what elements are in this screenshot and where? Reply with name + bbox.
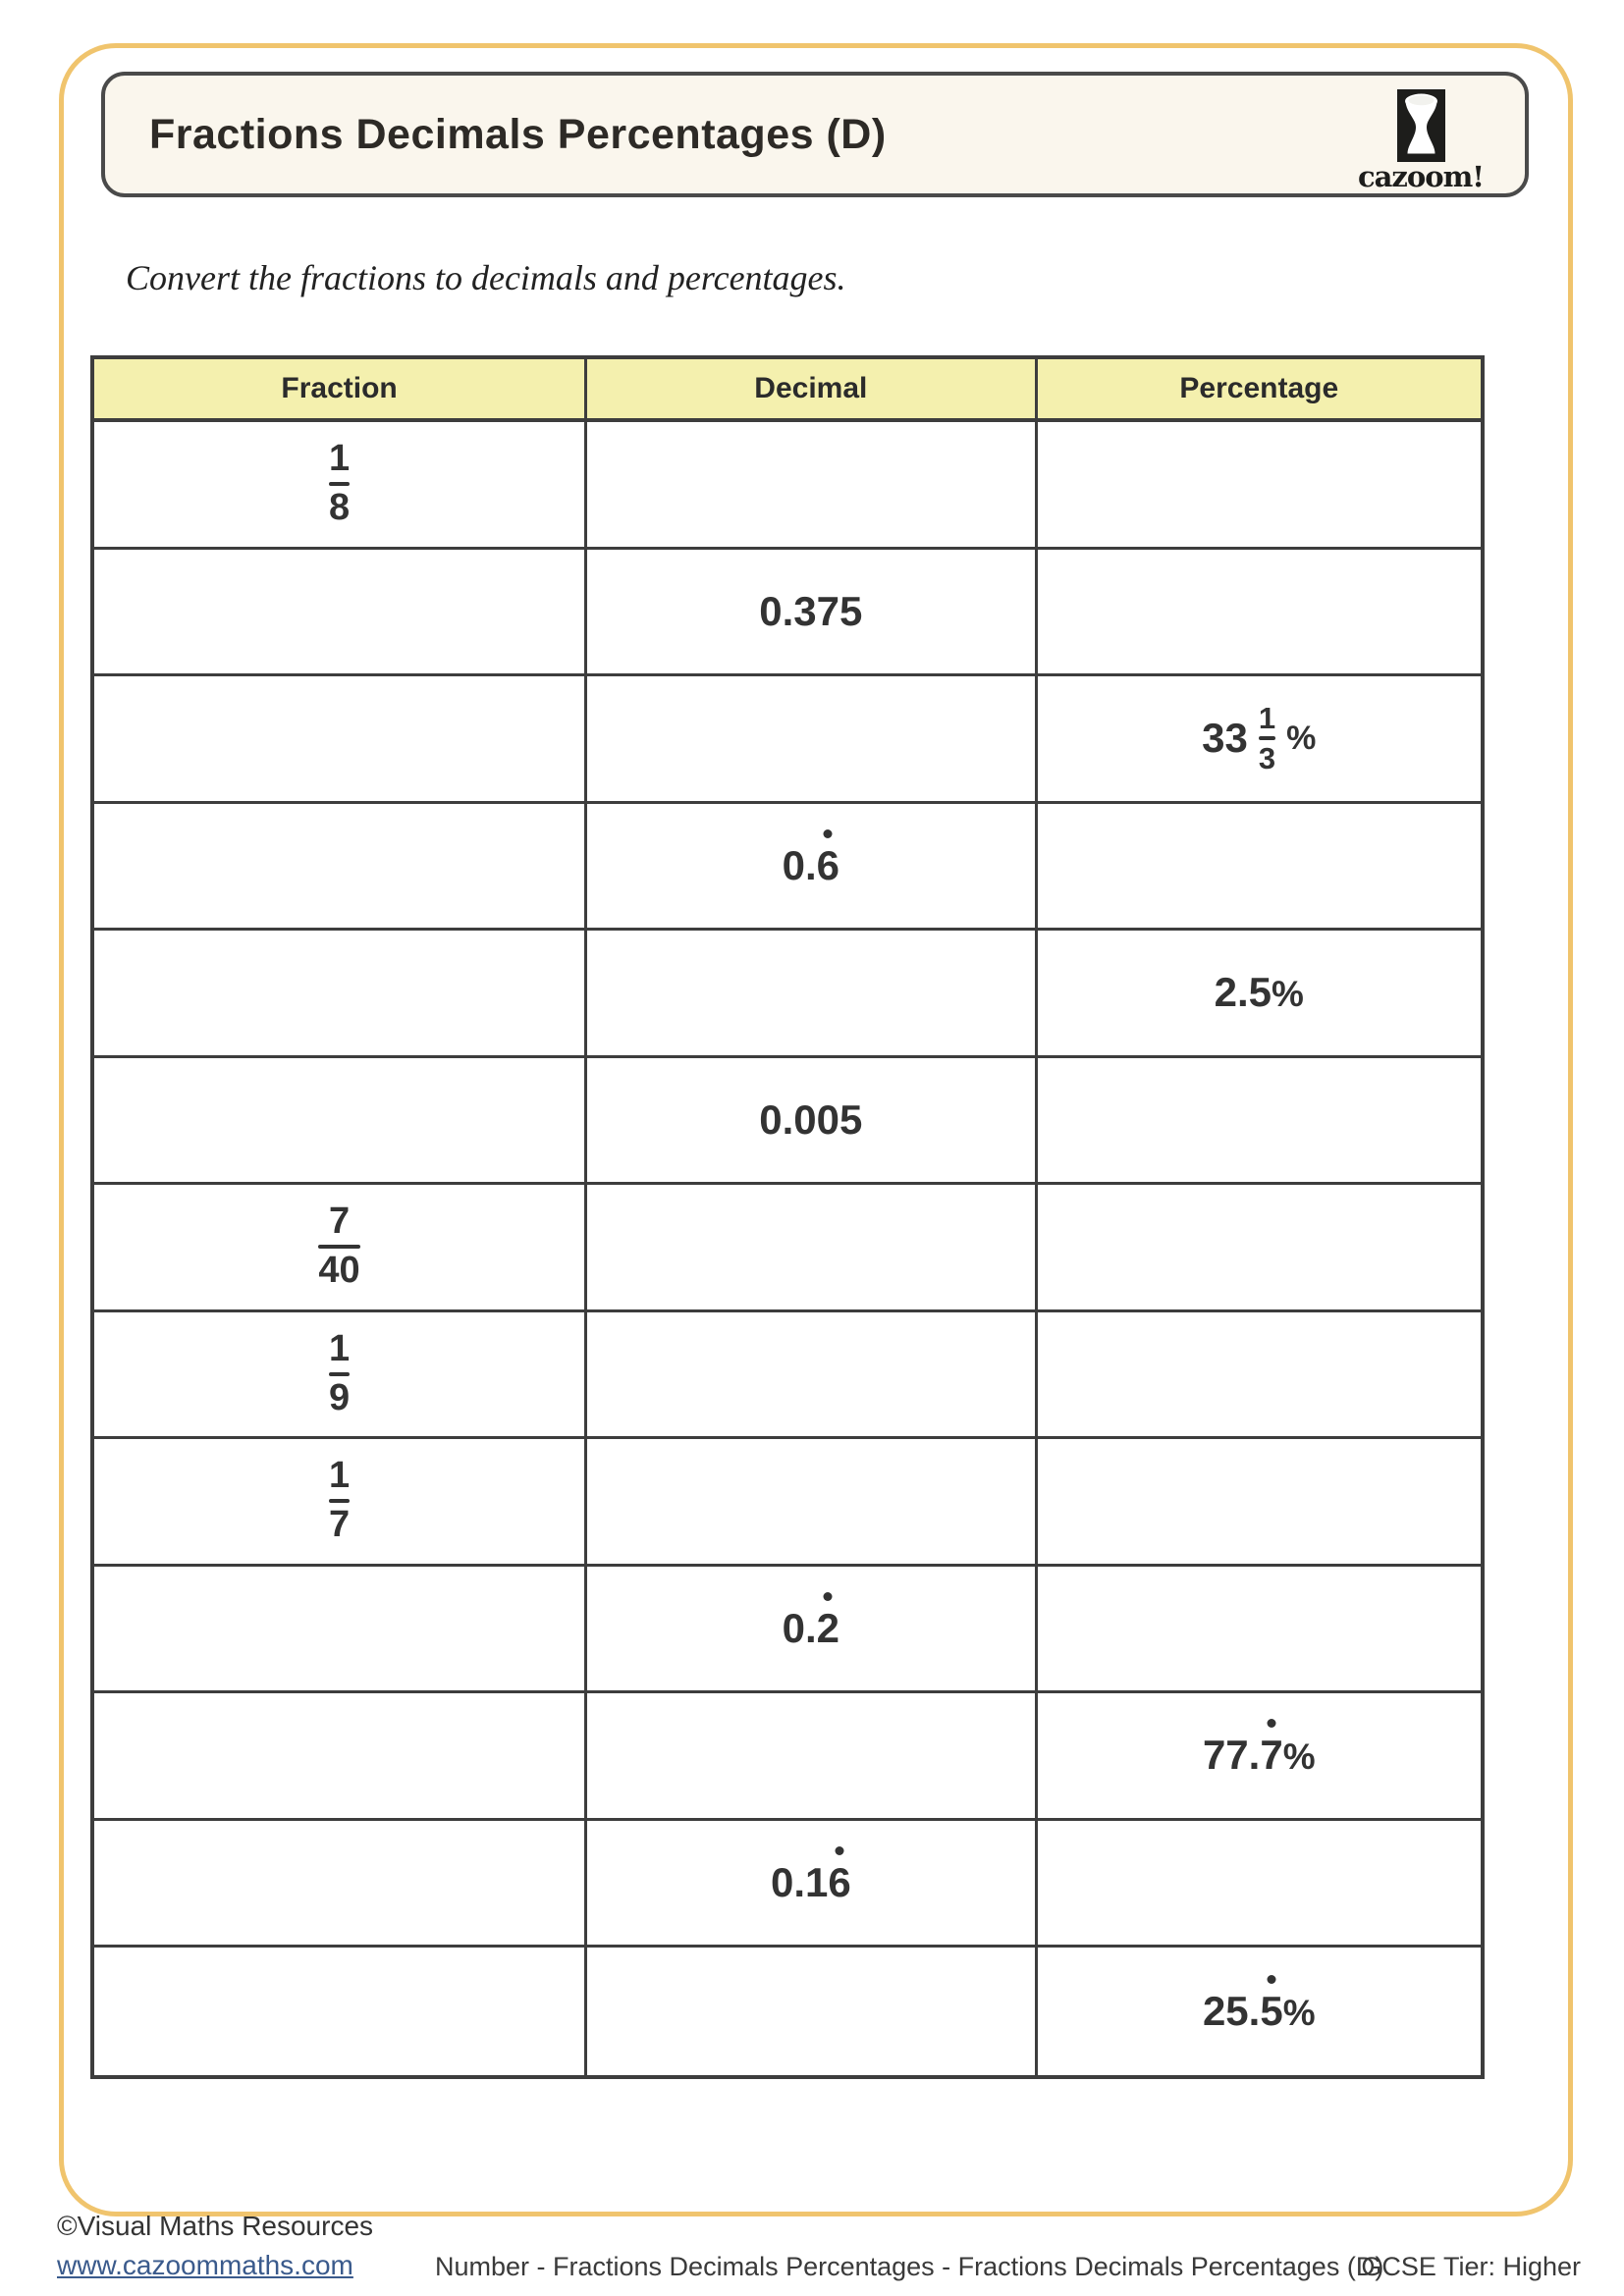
mixed-fraction <box>1255 703 1279 774</box>
percentage-cell <box>1038 1693 1481 1821</box>
percentage-text: 2.5 <box>1214 969 1272 1016</box>
empty-answer-cell <box>1038 1058 1481 1186</box>
empty-answer-cell <box>1038 1312 1481 1440</box>
decimal-cell <box>587 1821 1037 1949</box>
recurring-digit: 2 <box>816 1604 840 1651</box>
percentage-text: 77. <box>1202 1732 1261 1779</box>
decimal-text: 0. <box>782 841 817 888</box>
percent-sign: % <box>1282 1736 1316 1778</box>
empty-answer-cell <box>1038 550 1481 677</box>
cazoommaths-link[interactable]: www.cazoommaths.com <box>57 2250 353 2280</box>
mixed-whole: 33 <box>1202 715 1248 762</box>
decimal-cell <box>587 550 1037 677</box>
fraction-value <box>314 1202 363 1291</box>
fraction-numerator: 1 <box>329 438 351 480</box>
fraction-numerator: 1 <box>329 1455 351 1497</box>
empty-answer-cell <box>1038 1821 1481 1949</box>
empty-answer-cell <box>94 550 587 677</box>
decimal-value <box>783 842 839 889</box>
fraction-value <box>325 440 353 528</box>
fraction-cell <box>94 422 587 550</box>
fraction-cell <box>94 1312 587 1440</box>
fraction-denominator: 7 <box>329 1504 351 1546</box>
empty-answer-cell <box>94 676 587 804</box>
empty-answer-cell <box>94 1058 587 1186</box>
fraction-denominator: 3 <box>1258 741 1276 776</box>
breadcrumb: Number - Fractions Decimals Percentages - Fractions Decimals Percentages (D) <box>435 2252 1384 2281</box>
decimal-value <box>759 1096 862 1144</box>
empty-answer-cell <box>587 676 1037 804</box>
decimal-cell <box>587 804 1037 932</box>
percentage-value <box>1203 1988 1316 2035</box>
percentage-value <box>1215 969 1304 1016</box>
fraction-bar <box>1259 736 1275 740</box>
percentage-value <box>1203 1732 1316 1779</box>
percent-sign: % <box>1272 974 1304 1015</box>
fraction-bar <box>329 1499 350 1503</box>
empty-answer-cell <box>94 1948 587 2075</box>
column-header-fraction: Fraction <box>94 359 587 422</box>
fraction-cell <box>94 1439 587 1567</box>
empty-answer-cell <box>1038 804 1481 932</box>
decimal-text: 0. <box>782 1604 817 1651</box>
worksheet-table <box>90 355 1485 2079</box>
fraction-bar <box>329 1372 350 1376</box>
recurring-digit: 5 <box>1260 1987 1283 2034</box>
title-box <box>101 72 1529 197</box>
column-header-decimal: Decimal <box>587 359 1037 422</box>
fraction-value <box>325 1457 353 1545</box>
empty-answer-cell <box>587 422 1037 550</box>
empty-answer-cell <box>1038 1439 1481 1567</box>
percentage-cell <box>1038 1948 1481 2075</box>
percentage-cell <box>1038 931 1481 1058</box>
cazoom-logo-text: cazoom! <box>1357 160 1485 193</box>
fraction-numerator: 1 <box>1258 701 1276 736</box>
column-header-percentage: Percentage <box>1038 359 1481 422</box>
fraction-denominator: 40 <box>318 1250 360 1292</box>
empty-answer-cell <box>1038 1567 1481 1694</box>
decimal-value <box>783 1605 839 1652</box>
mixed-percentage-value <box>1202 703 1316 774</box>
cazoom-logo <box>1352 89 1489 193</box>
page-title: Fractions Decimals Percentages (D) <box>149 110 887 158</box>
fraction-denominator: 8 <box>329 487 351 529</box>
fraction-denominator: 9 <box>329 1376 351 1418</box>
fraction-bar <box>329 482 350 486</box>
recurring-digit: 7 <box>1260 1732 1283 1779</box>
decimal-cell <box>587 1567 1037 1694</box>
fraction-numerator: 1 <box>329 1327 351 1369</box>
empty-answer-cell <box>94 931 587 1058</box>
fraction-bar <box>318 1245 359 1249</box>
percentage-cell <box>1038 676 1481 804</box>
djembe-drum-icon <box>1397 89 1445 162</box>
empty-answer-cell <box>94 1693 587 1821</box>
empty-answer-cell <box>94 804 587 932</box>
percentage-text: 25. <box>1202 1987 1261 2034</box>
decimal-value <box>759 588 862 635</box>
empty-answer-cell <box>1038 1185 1481 1312</box>
empty-answer-cell <box>587 1948 1037 2075</box>
empty-answer-cell <box>587 1312 1037 1440</box>
empty-answer-cell <box>587 1693 1037 1821</box>
empty-answer-cell <box>94 1821 587 1949</box>
empty-answer-cell <box>587 1439 1037 1567</box>
percent-sign: % <box>1282 1992 1316 2033</box>
empty-answer-cell <box>1038 422 1481 550</box>
decimal-text: 0.1 <box>770 1858 829 1905</box>
percent-sign: % <box>1286 719 1317 757</box>
empty-answer-cell <box>587 1185 1037 1312</box>
fraction-value <box>325 1327 353 1418</box>
fraction-numerator: 7 <box>328 1201 351 1243</box>
decimal-value <box>771 1859 851 1906</box>
copyright-text: ©Visual Maths Resources <box>57 2211 374 2241</box>
fraction-cell <box>94 1185 587 1312</box>
decimal-text: 0.005 <box>759 1095 863 1143</box>
empty-answer-cell <box>94 1567 587 1694</box>
empty-answer-cell <box>587 931 1037 1058</box>
decimal-text: 0.375 <box>759 587 863 634</box>
instruction-text: Convert the fractions to decimals and percentages. <box>126 258 846 297</box>
gcse-tier-label: GCSE Tier: Higher <box>1361 2252 1581 2281</box>
recurring-digit: 6 <box>816 841 840 888</box>
decimal-cell <box>587 1058 1037 1186</box>
recurring-digit: 6 <box>828 1858 851 1905</box>
